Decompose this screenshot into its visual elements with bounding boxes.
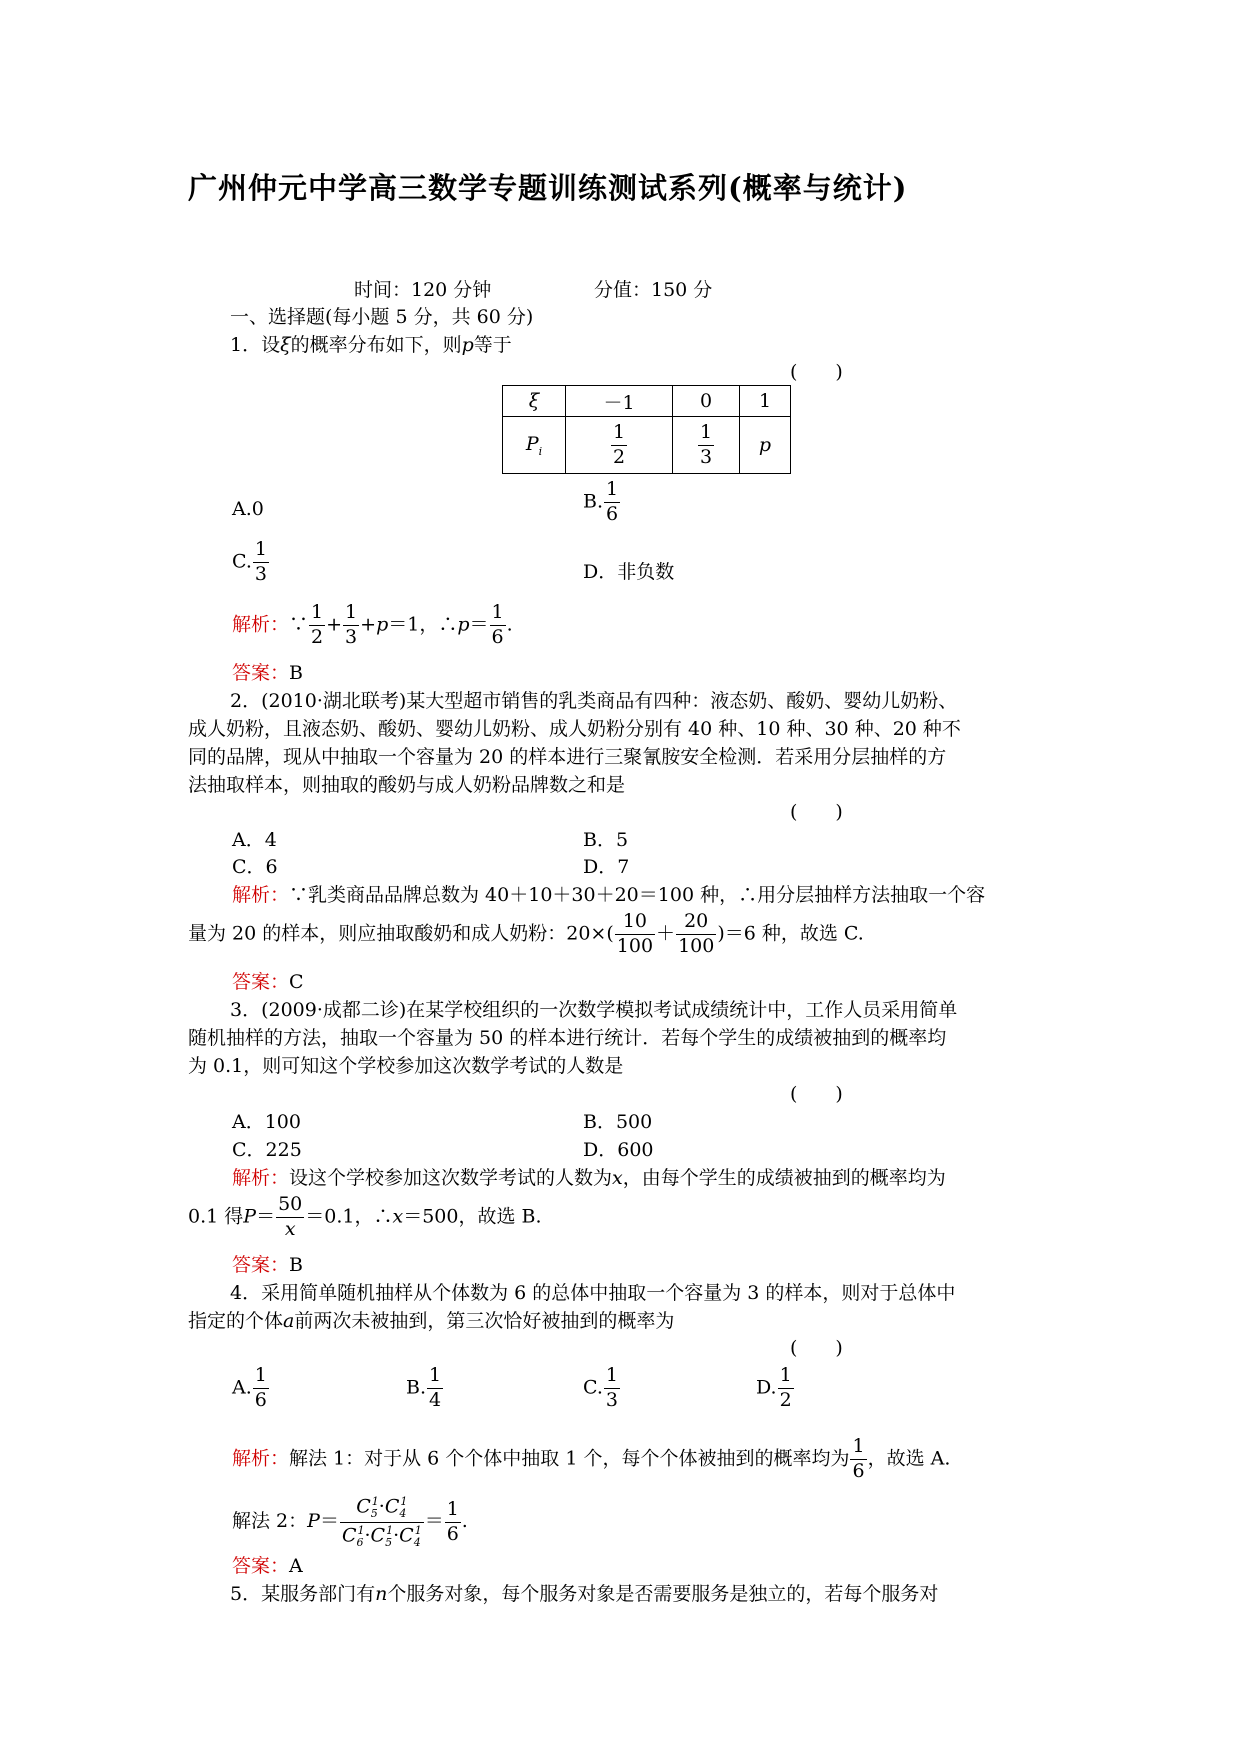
table-header-cell: 1 (740, 386, 791, 417)
q1-stem: 1．设ξ的概率分布如下，则p等于 (230, 334, 512, 356)
q1-distribution-table (502, 385, 791, 474)
table-header-cell: 0 (673, 386, 740, 417)
q3-option-b: B．500 (583, 1111, 653, 1133)
q2-stem-line: 2．(2010·湖北联考)某大型超市销售的乳类商品有四种：液态奶、酸奶、婴幼儿奶粉、 (230, 690, 958, 712)
q4-stem-line1: 4．采用简单随机抽样从个体数为 6 的总体中抽取一个容量为 3 的样本，则对于总体中 (230, 1282, 956, 1304)
exam-score: 分值：150 分 (594, 279, 713, 301)
q4-analysis-method2: 解法 2：P＝ $\frac{C_5^1\cdot C_4^1}{C_6^1\cdot C_5^1\cdot C_4^1}$ ＝ $\frac{1}{6}$ . (232, 1495, 468, 1549)
q4-stem-line2: 指定的个体a前两次未被抽到，第三次恰好被抽到的概率为 (188, 1310, 675, 1332)
section-heading: 一、选择题(每小题 5 分，共 60 分) (230, 306, 534, 328)
q1-option-c: C. $\frac{1}{3}$ (232, 538, 267, 585)
exam-time: 时间：120 分钟 (354, 279, 492, 301)
q3-analysis-line1: 解析：设这个学校参加这次数学考试的人数为x，由每个学生的成绩被抽到的概率均为 (232, 1167, 946, 1189)
q2-analysis-line2: 量为 20 的样本，则应抽取酸奶和成人奶粉：20×( $\frac{10}{100}$ ＋ $\frac{20}{100}$ )＝6 种，故选 C. (188, 910, 864, 957)
q1-answer: 答案：B (232, 662, 303, 684)
q2-option-c: C．6 (232, 856, 278, 878)
q4-option-a: A. $\frac{1}{6}$ (232, 1364, 267, 1411)
q2-answer-bracket: ( ) (790, 801, 843, 823)
q1-analysis: 解析：∵ $\frac{1}{2}$ + $\frac{1}{3}$ +p＝1，∴p＝ $\frac{1}{6}$ . (232, 601, 513, 648)
q5-stem-line1: 5．某服务部门有n个服务对象，每个服务对象是否需要服务是独立的，若每个服务对 (230, 1583, 939, 1605)
table-row-label: $P_i$ (503, 417, 566, 474)
q3-option-c: C．225 (232, 1139, 302, 1161)
q3-option-d: D．600 (583, 1139, 654, 1161)
table-cell: $\frac{1}{3}$ (673, 417, 740, 474)
q2-analysis-line1: 解析：∵乳类商品品牌总数为 40＋10＋30＋20＝100 种，∴用分层抽样方法抽取一个容 (232, 884, 986, 906)
q4-answer: 答案：A (232, 1555, 303, 1577)
q2-stem-line: 法抽取样本，则抽取的酸奶与成人奶粉品牌数之和是 (188, 774, 626, 796)
q3-analysis-line2: 0.1 得P＝ $\frac{50}{x}$ ＝0.1，∴x＝500，故选 B. (188, 1193, 542, 1240)
q3-answer-bracket: ( ) (790, 1083, 843, 1105)
q2-stem-line: 同的品牌，现从中抽取一个容量为 20 的样本进行三聚氰胺安全检测．若采用分层抽样的方 (188, 746, 947, 768)
q4-option-d: D. $\frac{1}{2}$ (756, 1364, 792, 1411)
q1-option-a: A.0 (232, 498, 264, 520)
page-title: 广州仲元中学高三数学专题训练测试系列(概率与统计) (188, 171, 908, 205)
q1-option-b: B. $\frac{1}{6}$ (583, 478, 619, 525)
q3-stem-line: 为 0.1，则可知这个学校参加这次数学考试的人数是 (188, 1055, 624, 1077)
table-cell: p (740, 417, 791, 474)
q2-option-b: B．5 (583, 829, 629, 851)
q2-stem-line: 成人奶粉，且液态奶、酸奶、婴幼儿奶粉、成人奶粉分别有 40 种、10 种、30 种、20 种不 (188, 718, 961, 740)
q4-analysis-line1: 解析：解法 1：对于从 6 个个体中抽取 1 个，每个个体被抽到的概率均为 $\frac{1}{6}$ ，故选 A. (232, 1435, 951, 1482)
q1-answer-bracket: ( ) (790, 361, 843, 383)
q4-answer-bracket: ( ) (790, 1337, 843, 1359)
q2-answer: 答案：C (232, 971, 304, 993)
q4-option-b: B. $\frac{1}{4}$ (406, 1364, 442, 1411)
q4-option-c: C. $\frac{1}{3}$ (583, 1364, 618, 1411)
q2-option-d: D．7 (583, 856, 630, 878)
q3-stem-line: 3．(2009·成都二诊)在某学校组织的一次数学模拟考试成绩统计中，工作人员采用简单 (230, 999, 958, 1021)
table-cell: $\frac{1}{2}$ (566, 417, 673, 474)
q3-answer: 答案：B (232, 1254, 303, 1276)
q2-option-a: A．4 (232, 829, 277, 851)
q1-option-d: D．非负数 (583, 561, 675, 583)
table-header-cell: －1 (566, 386, 673, 417)
q3-stem-line: 随机抽样的方法，抽取一个容量为 50 的样本进行统计．若每个学生的成绩被抽到的概率均 (188, 1027, 947, 1049)
q3-option-a: A．100 (232, 1111, 301, 1133)
table-header-cell: ξ (503, 386, 566, 417)
